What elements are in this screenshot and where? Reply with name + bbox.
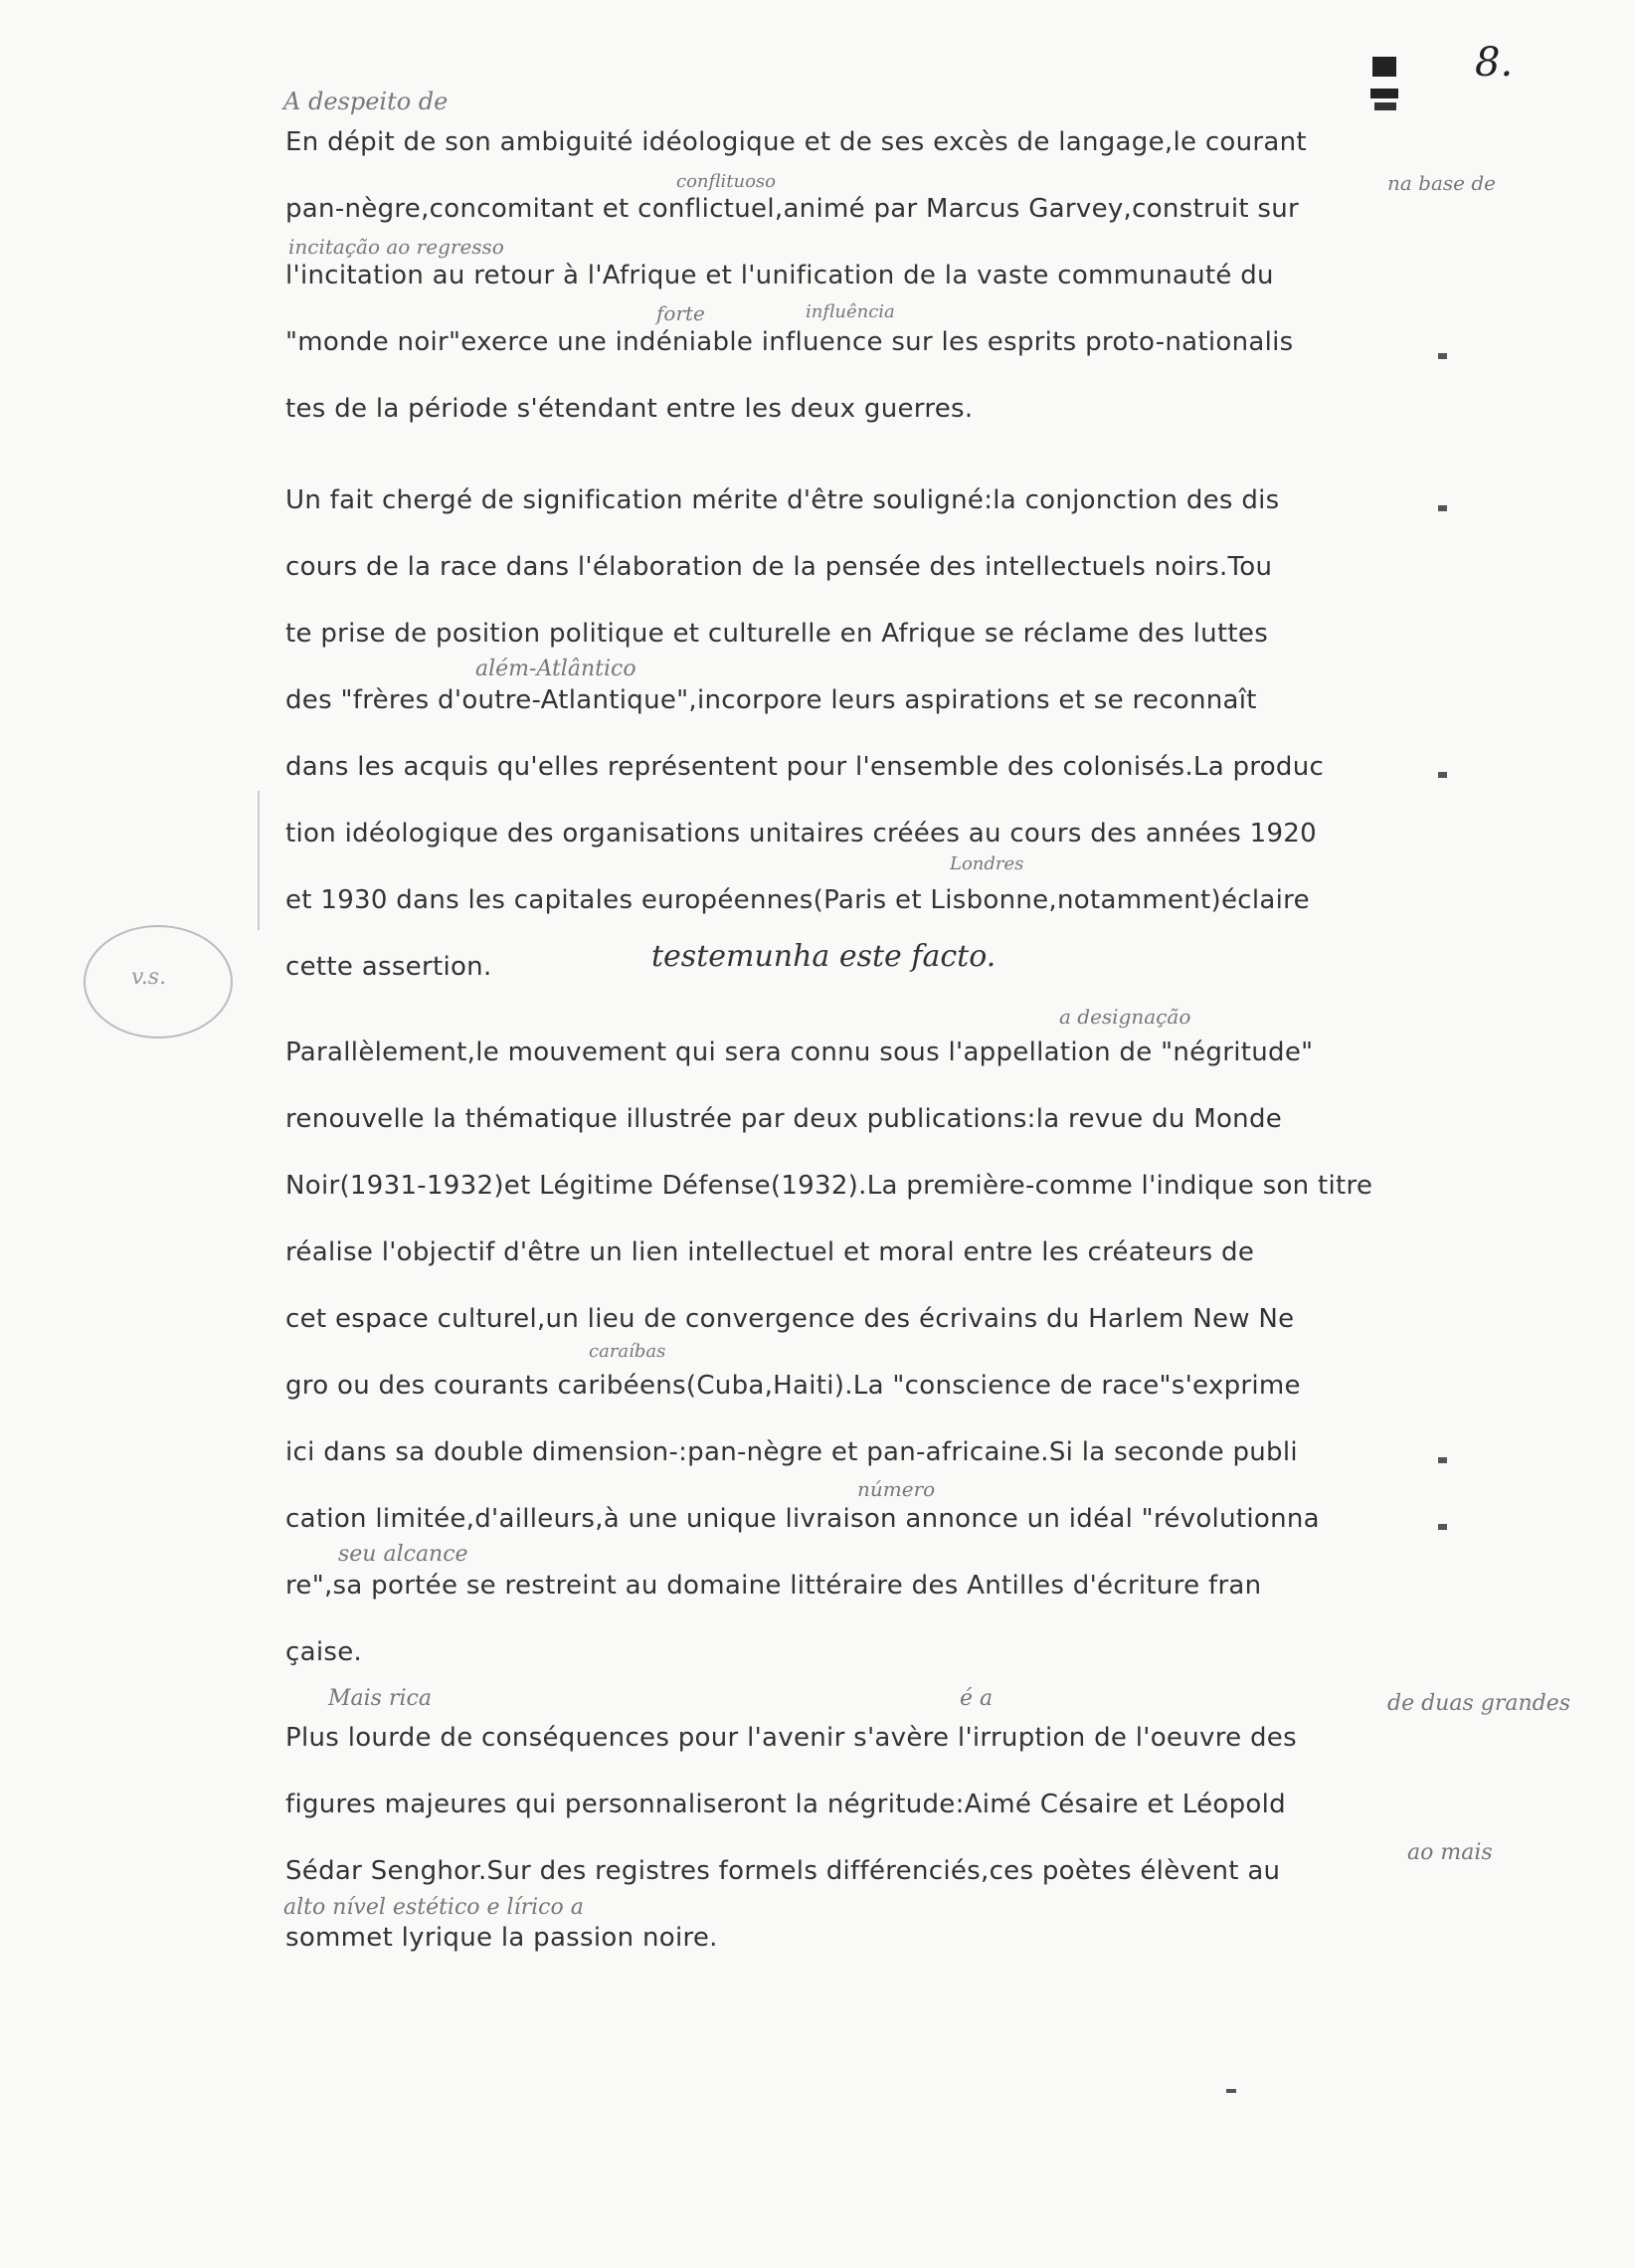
handwritten-annotation: Mais rica — [328, 1686, 432, 1711]
text-line: sommet lyrique la passion noire. — [285, 1923, 718, 1953]
text-line: pan-nègre,concomitant et conflictuel,animé par Marcus Garvey,construit sur — [285, 194, 1300, 224]
hyphen-mark — [1438, 772, 1447, 778]
text-line: Un fait chergé de signification mérite d'être souligné:la conjonction des dis — [285, 485, 1280, 515]
hyphen-mark — [1438, 353, 1447, 359]
text-line: dans les acquis qu'elles représentent pour l'ensemble des colonisés.La produc — [285, 752, 1325, 782]
text-line: cation limitée,d'ailleurs,à une unique livraison annonce un idéal "révolutionna — [285, 1504, 1320, 1534]
text-line: réalise l'objectif d'être un lien intellectuel et moral entre les créateurs de — [285, 1237, 1255, 1267]
text-line: çaise. — [285, 1637, 363, 1667]
hyphen-mark — [1438, 505, 1447, 511]
text-line: ici dans sa double dimension-:pan-nègre et pan-africaine.Si la seconde publi — [285, 1437, 1298, 1467]
handwritten-annotation: ao mais — [1407, 1840, 1493, 1865]
hyphen-mark — [1438, 1457, 1447, 1463]
text-line: tes de la période s'étendant entre les deux guerres. — [285, 394, 974, 424]
handwritten-annotation: incitação ao regresso — [288, 235, 504, 259]
text-line: Plus lourde de conséquences pour l'avenir s'avère l'irruption de l'oeuvre des — [285, 1723, 1297, 1753]
text-line: cette assertion. — [285, 952, 492, 982]
handwritten-annotation: influência — [806, 301, 895, 322]
text-line: te prise de position politique et culturelle en Afrique se réclame des luttes — [285, 619, 1269, 649]
margin-circle — [84, 925, 233, 1039]
handwritten-annotation: alto nível estético e lírico a — [283, 1895, 584, 1920]
page-number: 8. — [1475, 40, 1514, 86]
text-line: des "frères d'outre-Atlantique",incorpore leurs aspirations et se reconnaît — [285, 685, 1257, 715]
ink-dot — [1226, 2089, 1236, 2093]
handwritten-annotation: número — [857, 1477, 936, 1501]
handwritten-annotation: a designação — [1059, 1005, 1191, 1029]
text-line: cours de la race dans l'élaboration de la pensée des intellectuels noirs.Tou — [285, 552, 1273, 582]
hyphen-mark — [1438, 1524, 1447, 1530]
text-line: cet espace culturel,un lieu de convergence des écrivains du Harlem New Ne — [285, 1304, 1295, 1334]
margin-circle-label: v.s. — [131, 965, 167, 990]
text-line: gro ou des courants caribéens(Cuba,Haiti).La "conscience de race"s'exprime — [285, 1371, 1301, 1401]
margin-line — [258, 791, 260, 930]
text-line: Noir(1931-1932)et Légitime Défense(1932).La première-comme l'indique son titre — [285, 1171, 1373, 1201]
text-line: tion idéologique des organisations unitaires créées au cours des années 1920 — [285, 819, 1317, 849]
text-line: En dépit de son ambiguité idéologique et de ses excès de langage,le courant — [285, 127, 1307, 157]
handwritten-annotation: A despeito de — [283, 88, 449, 115]
handwritten-annotation: Londres — [950, 853, 1024, 874]
handwritten-annotation: na base de — [1387, 171, 1496, 195]
handwritten-annotation: caraíbas — [589, 1341, 666, 1362]
text-line: et 1930 dans les capitales européennes(Paris et Lisbonne,notamment)éclaire — [285, 885, 1310, 915]
text-line: Parallèlement,le mouvement qui sera connu sous l'appellation de "négritude" — [285, 1038, 1314, 1067]
handwritten-annotation: conflituoso — [676, 171, 777, 192]
text-line: figures majeures qui personnaliseront la négritude:Aimé Césaire et Léopold — [285, 1790, 1286, 1819]
text-line: re",sa portée se restreint au domaine littéraire des Antilles d'écriture fran — [285, 1571, 1262, 1601]
handwritten-annotation: além-Atlântico — [475, 657, 636, 681]
text-line: Sédar Senghor.Sur des registres formels différenciés,ces poètes élèvent au — [285, 1856, 1281, 1886]
text-line: l'incitation au retour à l'Afrique et l'unification de la vaste communauté du — [285, 261, 1274, 290]
ink-stamp-icon — [1370, 55, 1398, 114]
handwritten-annotation: seu alcance — [338, 1542, 468, 1567]
handwritten-annotation: forte — [656, 301, 705, 325]
handwritten-annotation: é a — [960, 1686, 994, 1711]
text-line: renouvelle la thématique illustrée par deux publications:la revue du Monde — [285, 1104, 1283, 1134]
text-line: "monde noir"exerce une indéniable influence sur les esprits proto-nationalis — [285, 327, 1294, 357]
handwritten-annotation: de duas grandes — [1387, 1691, 1571, 1716]
handwritten-annotation: testemunha este facto. — [651, 939, 997, 974]
